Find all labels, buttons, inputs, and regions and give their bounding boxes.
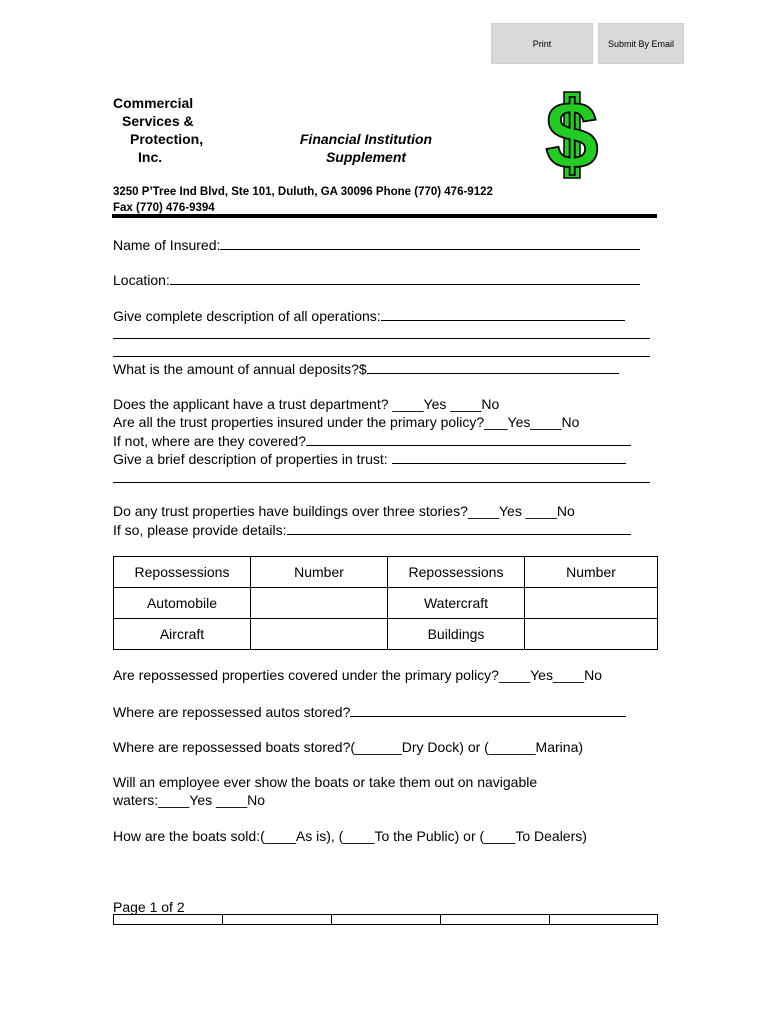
autos-stored-label: Where are repossessed autos stored? — [113, 704, 351, 720]
footer-cell — [441, 915, 550, 925]
description-field[interactable] — [381, 306, 625, 321]
address-contact-info: 3250 P’Tree Ind Blvd, Ste 101, Duluth, GA 30096 Phone (770) 476-9122 Fax (770) 476-9394 — [113, 186, 493, 214]
description-line-2[interactable] — [113, 338, 650, 339]
trust-insured-label: Are all the trust properties insured under the primary policy?___Yes____No — [113, 414, 580, 430]
boats-sold-row — [113, 827, 587, 845]
if-not-covered-field[interactable] — [306, 431, 631, 446]
footer-cell — [332, 915, 441, 925]
table-input-cell[interactable] — [525, 588, 658, 619]
table-input-cell[interactable] — [251, 588, 388, 619]
three-stories-row — [113, 502, 575, 520]
table-header-cell: Repossessions — [114, 557, 251, 588]
brief-description-row — [113, 449, 626, 468]
details-label: If so, please provide details: — [113, 522, 287, 538]
title-line-2: Supplement — [325, 149, 407, 165]
annual-deposits-label: What is the amount of annual deposits?$ — [113, 361, 367, 377]
table-input-cell[interactable] — [251, 619, 388, 650]
description-label: Give complete description of all operations: — [113, 308, 381, 324]
brief-description-field[interactable] — [392, 449, 626, 464]
autos-stored-row — [113, 702, 626, 721]
if-not-covered-label: If not, where are they covered? — [113, 433, 306, 449]
repo-covered-row — [113, 666, 602, 684]
footer-cell — [550, 915, 658, 925]
header-divider — [112, 214, 657, 218]
trust-insured-row — [113, 413, 579, 431]
trust-department-row — [113, 395, 499, 413]
brief-description-label: Give a brief description of properties in trust: — [113, 451, 388, 467]
details-row — [113, 520, 631, 539]
dollar-sign-logo-icon — [536, 90, 608, 180]
footer-table — [113, 914, 658, 925]
table-header-cell: Number — [525, 557, 658, 588]
title-line-1: Financial Institution — [299, 131, 433, 147]
boats-stored-row — [113, 738, 583, 756]
annual-deposits-field[interactable] — [367, 359, 619, 374]
description-row — [113, 306, 625, 325]
logo-glyph: $ — [545, 90, 599, 180]
repo-covered-label: Are repossessed properties covered under the primary policy?____Yes____No — [113, 667, 602, 683]
employee-show-label-2: waters:____Yes ____No — [113, 792, 266, 808]
company-line-4: Inc. — [138, 149, 163, 165]
table-input-cell[interactable] — [525, 619, 658, 650]
three-stories-label: Do any trust properties have buildings over three stories?____Yes ____No — [113, 503, 575, 519]
boats-stored-label: Where are repossessed boats stored?(______Dry Dock) or (______Marina) — [113, 739, 584, 755]
print-button[interactable]: Print — [491, 23, 593, 64]
table-header-cell: Repossessions — [388, 557, 525, 588]
employee-show-row-2 — [113, 791, 265, 809]
employee-show-label-1: Will an employee ever show the boats or take them out on navigable — [113, 774, 538, 790]
trust-department-label: Does the applicant have a trust department? ____Yes ____No — [113, 396, 500, 412]
description-line-3[interactable] — [113, 356, 650, 357]
footer-cell — [223, 915, 332, 925]
table-row — [114, 588, 658, 619]
company-line-2: Services & — [122, 113, 194, 129]
table-header-cell: Number — [251, 557, 388, 588]
table-cell: Automobile — [114, 588, 251, 619]
footer-cell — [114, 915, 223, 925]
page-number: Page 1 of 2 — [113, 899, 185, 915]
footer-table-row — [114, 915, 658, 925]
table-row — [114, 619, 658, 650]
table-cell: Buildings — [388, 619, 525, 650]
repossessions-table — [113, 556, 658, 650]
location-row — [113, 270, 640, 289]
employee-show-row-1 — [113, 773, 537, 791]
name-of-insured-field[interactable] — [220, 235, 640, 250]
table-cell: Watercraft — [388, 588, 525, 619]
autos-stored-field[interactable] — [350, 702, 626, 717]
company-line-3: Protection, — [130, 131, 204, 147]
details-field[interactable] — [287, 520, 631, 535]
name-of-insured-row — [113, 235, 640, 254]
submit-by-email-button[interactable]: Submit By Email — [598, 23, 684, 64]
brief-description-line-2[interactable] — [113, 482, 650, 483]
annual-deposits-row — [113, 359, 619, 378]
if-not-covered-row — [113, 431, 631, 450]
table-header-row — [114, 557, 658, 588]
location-field[interactable] — [170, 270, 640, 285]
table-cell: Aircraft — [114, 619, 251, 650]
location-label: Location: — [113, 272, 170, 288]
company-name — [113, 94, 203, 166]
boats-sold-label: How are the boats sold:(____As is), (____To the Public) or (____To Dealers) — [113, 828, 587, 844]
document-title — [276, 130, 456, 166]
name-of-insured-label: Name of Insured: — [113, 237, 221, 253]
company-line-1: Commercial — [113, 95, 194, 111]
